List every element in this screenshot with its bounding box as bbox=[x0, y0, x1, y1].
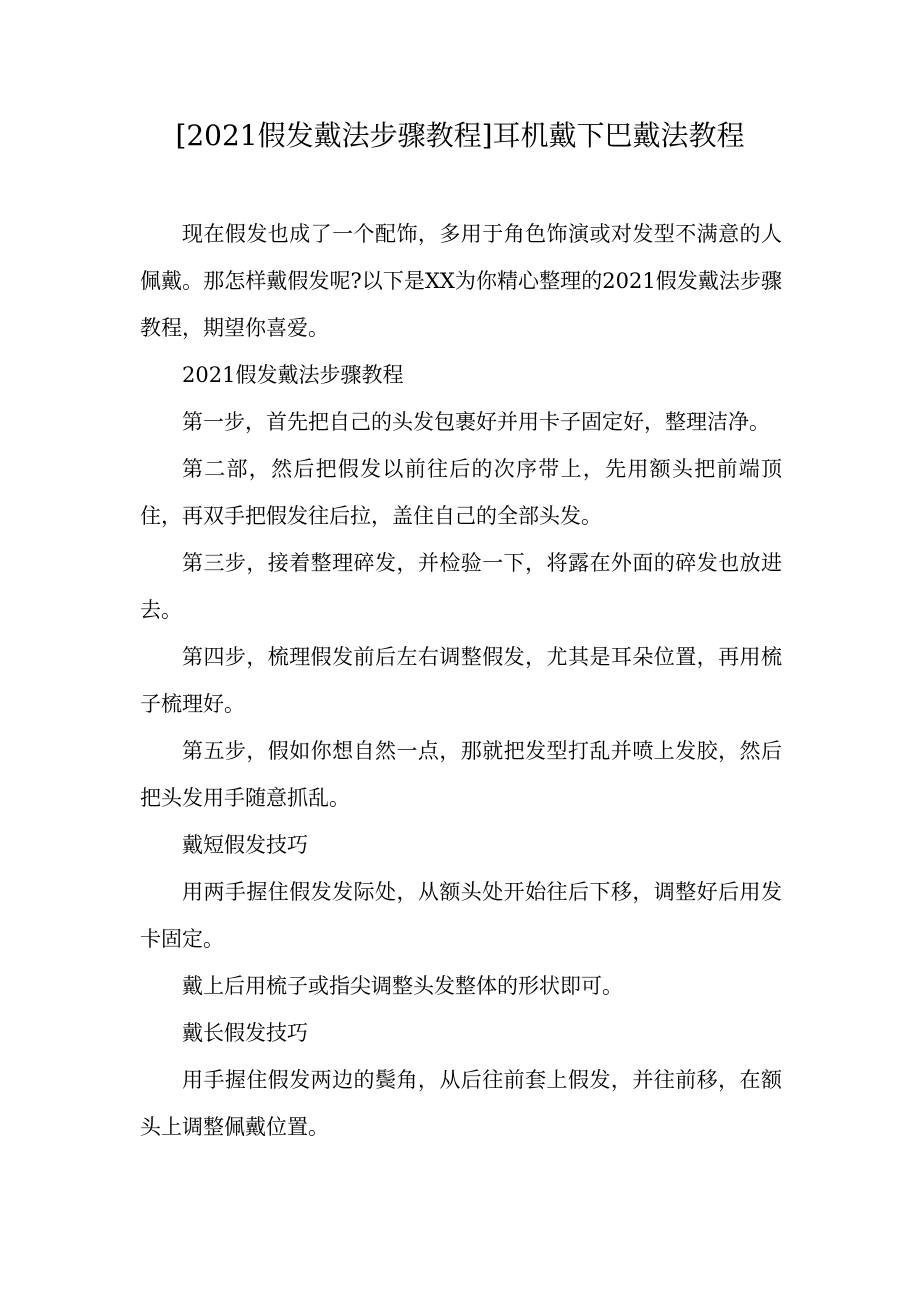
intro-paragraph: 现在假发也成了一个配饰，多用于角色饰演或对发型不满意的人佩戴。那怎样戴假发呢?以下是XX为你精心整理的2021假发戴法步骤教程，期望你喜爱。 bbox=[140, 222, 782, 340]
long-wig-tip-1: 用手握住假发两边的鬓角，从后往前套上假发，并往前移，在额头上调整佩戴位置。 bbox=[140, 1068, 782, 1139]
section-heading-steps: 2021假发戴法步骤教程 bbox=[182, 363, 404, 387]
step-5-paragraph: 第五步，假如你想自然一点，那就把发型打乱并喷上发胶，然后把头发用手随意抓乱。 bbox=[140, 739, 782, 810]
short-wig-tip-1: 用两手握住假发发际处，从额头处开始往后下移，调整好后用发卡固定。 bbox=[140, 880, 782, 951]
section-heading-long-wig: 戴长假发技巧 bbox=[182, 1021, 308, 1045]
step-2-paragraph: 第二部，然后把假发以前往后的次序带上，先用额头把前端顶住，再双手把假发往后拉，盖住自己的全部头发。 bbox=[140, 457, 782, 528]
section-heading-short-wig: 戴短假发技巧 bbox=[182, 833, 308, 857]
step-1-paragraph: 第一步，首先把自己的头发包裹好并用卡子固定好，整理洁净。 bbox=[182, 410, 770, 434]
short-wig-tip-2: 戴上后用梳子或指尖调整头发整体的形状即可。 bbox=[182, 974, 623, 998]
document-body bbox=[140, 211, 782, 1151]
step-4-paragraph: 第四步，梳理假发前后左右调整假发，尤其是耳朵位置，再用梳子梳理好。 bbox=[140, 645, 782, 716]
document-title: [2021假发戴法步骤教程]耳机戴下巴戴法教程 bbox=[175, 119, 745, 152]
step-3-paragraph: 第三步，接着整理碎发，并检验一下，将露在外面的碎发也放进去。 bbox=[140, 551, 782, 622]
